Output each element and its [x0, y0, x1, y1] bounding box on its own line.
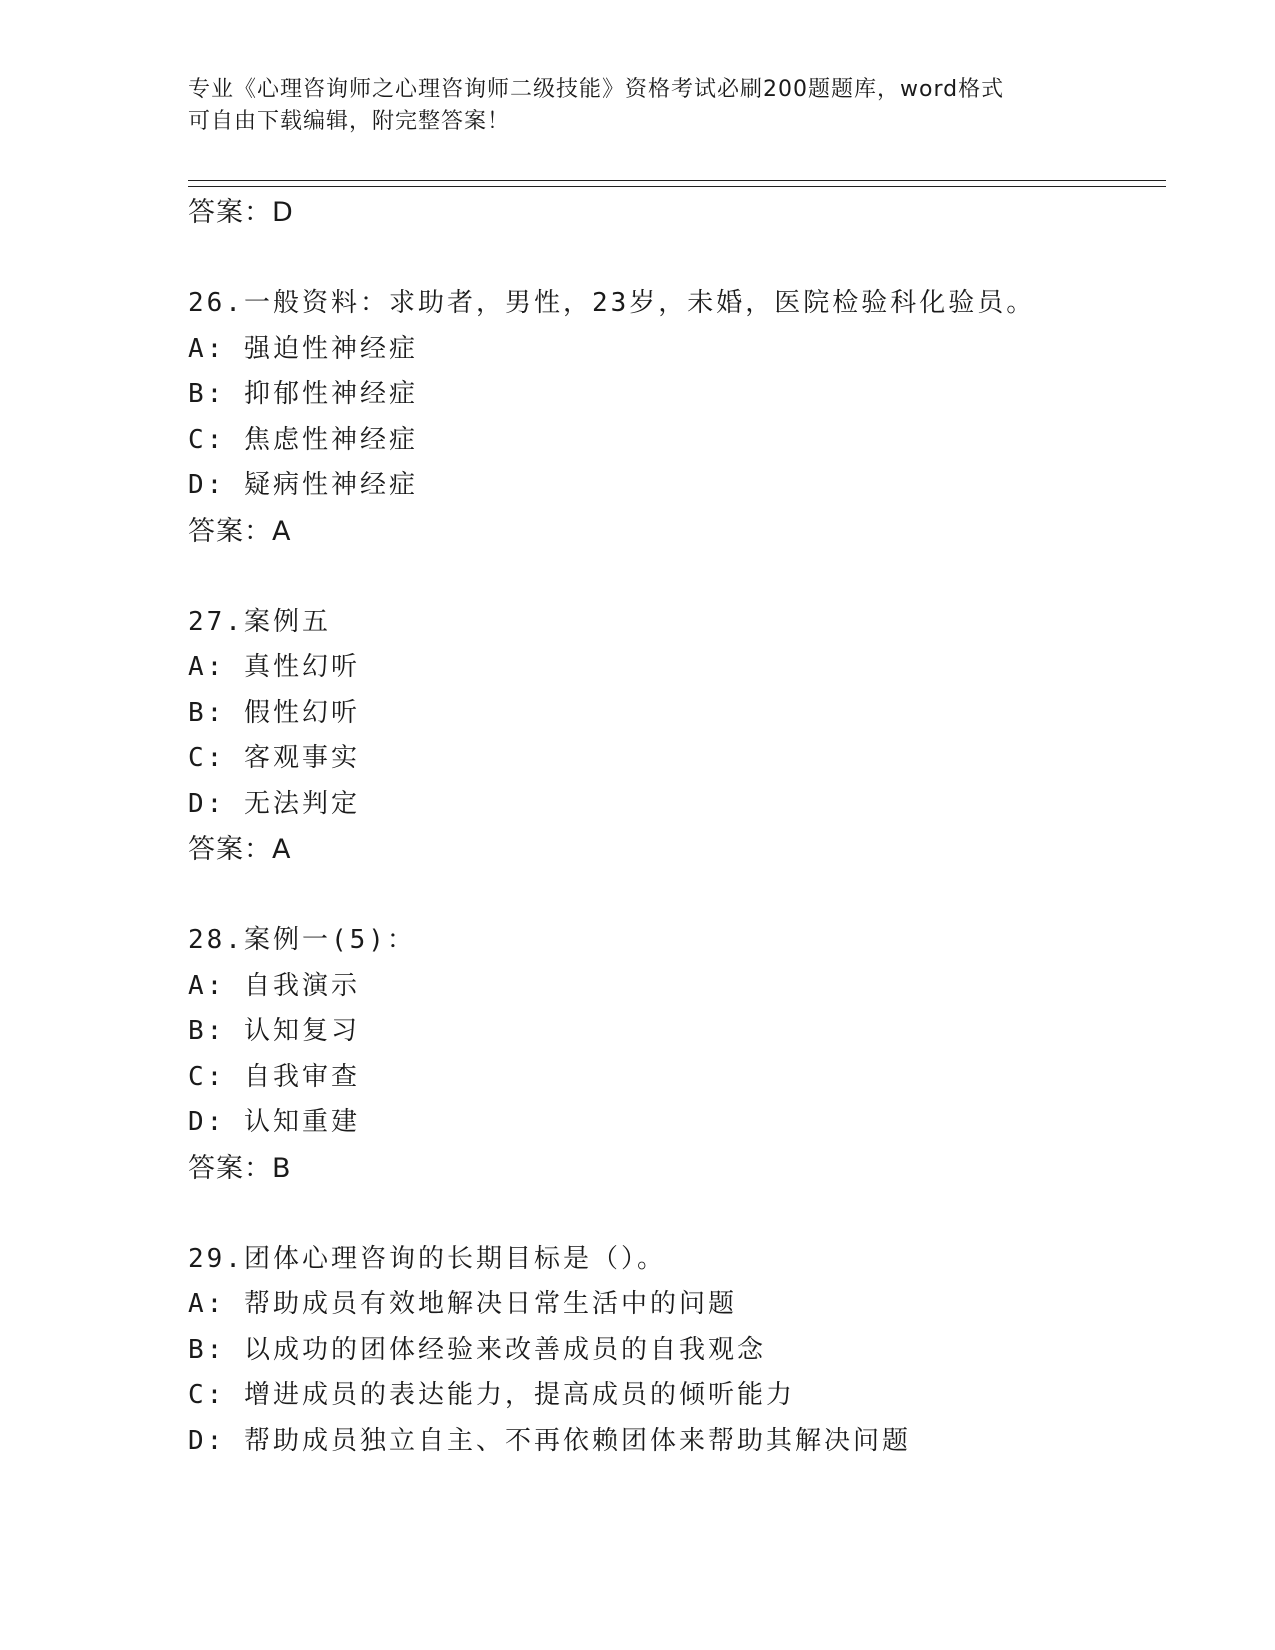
- option-b: B: 以成功的团体经验来改善成员的自我观念: [188, 1334, 766, 1365]
- option-d: D: 疑病性神经症: [188, 470, 418, 500]
- option-c: C: 自我审查: [188, 1061, 360, 1092]
- answer-line: 答案：A: [188, 515, 292, 547]
- option-d: D: 帮助成员独立自主、不再依赖团体来帮助其解决问题: [188, 1425, 911, 1456]
- option-c: C: 增进成员的表达能力，提高成员的倾听能力: [188, 1380, 795, 1410]
- option-a: A: 真性幻听: [188, 652, 360, 682]
- answer-line: 答案：B: [188, 1152, 292, 1184]
- option-c: C: 客观事实: [188, 743, 360, 773]
- header-title-line-1: 专业《心理咨询师之心理咨询师二级技能》资格考试必刷200题题库，word格式: [188, 77, 1005, 102]
- question-item: [188, 281, 1148, 554]
- option-a: A: 自我演示: [188, 970, 360, 1001]
- option-a: A: 帮助成员有效地解决日常生活中的问题: [188, 1289, 737, 1319]
- spacer: [188, 873, 1148, 919]
- option-b: B: 认知复习: [188, 1016, 360, 1046]
- question-stem: 29.团体心理咨询的长期目标是（）。: [188, 1243, 666, 1274]
- question-stem: 26.一般资料：求助者，男性，23岁，未婚，医院检验科化验员。: [188, 288, 1036, 318]
- option-a: A: 强迫性神经症: [188, 333, 418, 364]
- option-d: D: 无法判定: [188, 788, 360, 819]
- spacer: [188, 236, 1148, 282]
- header-divider-double: [188, 186, 1166, 187]
- spacer: [188, 554, 1148, 600]
- option-c: C: 焦虑性神经症: [188, 424, 418, 455]
- answer-line: 答案：A: [188, 834, 292, 865]
- option-b: B: 假性幻听: [188, 697, 360, 728]
- question-item: [188, 918, 1148, 1191]
- option-b: B: 抑郁性神经症: [188, 379, 418, 409]
- question-item: [188, 1237, 1148, 1465]
- question-item: [188, 600, 1148, 873]
- spacer: [188, 1191, 1148, 1237]
- header-divider: [188, 180, 1166, 181]
- question-stem: 27.案例五: [188, 606, 331, 637]
- answer-line: 答案：D: [188, 197, 294, 228]
- header-title-line-2: 可自由下载编辑，附完整答案！: [188, 109, 511, 134]
- option-d: D: 认知重建: [188, 1107, 360, 1137]
- page-header: [188, 74, 1068, 138]
- question-list: [188, 190, 1148, 1464]
- question-stem: 28.案例一(5)：: [188, 925, 416, 955]
